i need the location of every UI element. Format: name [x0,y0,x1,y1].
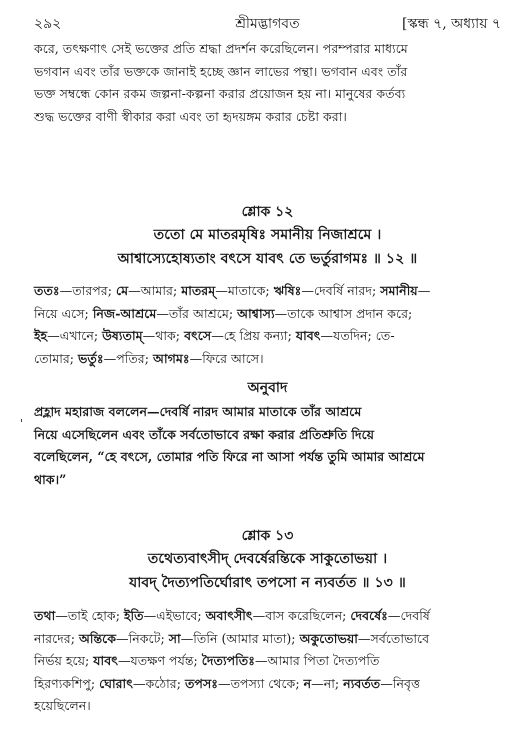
gloss: হিরণ্যকশিপু; [34,675,100,691]
section-label: [স্কন্ধ ৭, অধ্যায় ৭ [402,16,501,32]
verse-line: তথেত্যবাৎসীদ্ দেবর্ষেরন্তিকে সাকুতোভয়া । [147,551,388,567]
sloka-13-verse [34,547,501,595]
gloss: —কঠোর; [132,675,185,691]
gloss: —তারপর; [59,283,116,298]
verse-line: আশ্বাস্যেহোষ্যতাং বৎসে যাবৎ তে ভর্তুরাগমঃ ॥ ১২ ॥ [117,251,418,267]
gloss: —থাক; [142,328,185,343]
gloss: —পতির; [103,350,153,366]
gloss: —ফিরে আসে। [189,350,264,366]
gloss: —না; [311,675,344,691]
text-line [34,280,501,303]
gloss: নির্ভয় হয়ে; [34,653,94,668]
gloss: থাক।” [34,471,67,487]
gloss: তোমার; [34,350,79,366]
intro-paragraph [34,38,501,128]
gloss: “হে বৎসে, তোমার পতি ফিরে না আসা পর্যন্ত তুমি আমার আশ্রমে [97,449,425,464]
gloss: —যতদিন; তে- [320,328,395,343]
term: উষ্যতাম্ [102,328,143,343]
term: বৎসে [184,328,212,343]
gloss: —এখানে; [47,328,103,343]
gloss: —নিকটে; [116,630,169,646]
gloss: নারদের; [34,630,79,646]
term: আগমঃ [152,350,190,366]
term: অন্তিকে [78,630,117,646]
sloka-12-synonyms [34,280,501,370]
term: দেবর্ষেঃ [350,608,388,623]
term: ততঃ [34,283,60,298]
intro-line: শুদ্ধ ভক্তের বাণী স্বীকার করা এবং তা হৃদয়ঙ্গম করার চেষ্টা করা। [34,108,347,124]
term: ঋষিঃ [273,283,302,298]
term: সা [168,630,181,646]
term: নিয়ে এসেছিলেন এবং তাঁকে সর্বতোভাবে রক্ষা করার প্রতিশ্রুতি দিয়ে [34,426,375,442]
term: বলেছিলেন, [34,449,98,464]
text-line [34,695,501,718]
text-line [34,303,501,326]
term: ইহ [34,328,48,343]
gloss: —হে প্রিয় কন্যা; [211,328,296,343]
sloka-12-translation [34,401,501,491]
term: প্রহ্লাদ মহারাজ বললেন—দেবর্ষি নারদ আমার মাতাকে তাঁর আশ্রমে [34,404,362,419]
text-line [34,348,501,371]
sloka-13-synonyms [34,605,501,718]
verse-line: যাবদ্ দৈত্যপতির্ঘোরাৎ তপসো ন ন্যবর্তত ॥ ১৩ ॥ [129,575,406,591]
sloka-12-title: শ্লোক ১২ [241,204,294,220]
gloss: —তাকে আশ্বাস প্রদান করে; [274,305,413,321]
text-line [34,673,501,696]
gloss: নিয়ে এসে; [34,305,93,321]
term: যাবৎ [295,328,321,343]
text-line [34,424,501,447]
term: ভর্তুঃ [78,350,104,366]
term: অবাৎসীৎ [205,608,253,623]
text-line [34,401,501,424]
sloka-12-translation-heading: অনুবাদ [247,380,288,396]
gloss: —তপস্যা থেকে; [218,675,304,691]
term: তপসঃ [184,675,219,691]
term: আশ্বাস্য [237,305,275,321]
gloss: —তাই হোক; [55,608,124,623]
gloss: —মাতাকে; [215,283,274,298]
text-line [34,469,501,492]
gloss: —তাঁর আশ্রমে; [156,305,238,321]
term: ঘোরাৎ [99,675,133,691]
gloss: —আমার; [128,283,182,298]
gloss: —সর্বতোভাবে [357,630,430,646]
verse-line: ততো মে মাতরমৃষিঃ সমানীয় নিজাশ্রমে । [153,227,382,243]
term: ইতি [123,608,144,623]
book-title: শ্রীমদ্ভাগবত [235,16,300,32]
sloka-13-title: শ্লোক ১৩ [241,528,294,544]
gloss: —বাস করেছিলেন; [252,608,351,623]
term: অকুতোভয়া [299,630,358,646]
gloss: —যতক্ষণ পর্যন্ত; [117,653,202,668]
gloss: —নিবৃত্ত [380,675,420,691]
text-line [34,628,501,651]
intro-line: করে, তৎক্ষণাৎ সেই ভক্তের প্রতি শ্রদ্ধা প্রদর্শন করেছিলেন। পরম্পরার মাধ্যমে [34,41,408,56]
text-line [34,650,501,673]
text-line [34,605,501,628]
term: মে [115,283,129,298]
gloss: —এইভাবে; [143,608,206,623]
intro-line: ভগবান এবং তাঁর ভক্তকে জানাই হচ্ছে জ্ঞান লাভের পন্থা। ভগবান এবং তাঁর [34,63,408,79]
gloss: হয়েছিলেন। [34,698,91,713]
gloss: —আমার পিতা দৈত্যপতি [254,653,380,668]
gloss: —তিনি (আমার মাতা); [180,630,300,646]
text-line [34,446,501,469]
page-number: ২৯২ [34,16,62,32]
margin-mark: ' [20,417,24,430]
intro-line: ভক্ত সম্বন্ধে কোন রকম জল্পনা-কল্পনা করার প্রয়োজন হয় না। মানুষের কর্তব্য [34,86,406,101]
term: যাবৎ [93,653,118,668]
term: সমানীয় [380,283,418,298]
term: ন [303,675,312,691]
page-header [34,8,501,30]
sloka-12-verse [34,223,501,271]
gloss: —দেবর্ষি [387,608,430,623]
gloss: — [417,283,431,298]
text-line [34,325,501,348]
term: তথা [34,608,56,623]
term: দৈত্যপতিঃ [201,653,255,668]
term: মাতরম্ [181,283,216,298]
term: নিজ-আশ্রমে [92,305,157,321]
term: ন্যবর্তত [343,675,381,691]
gloss: —দেবর্ষি নারদ; [301,283,381,298]
